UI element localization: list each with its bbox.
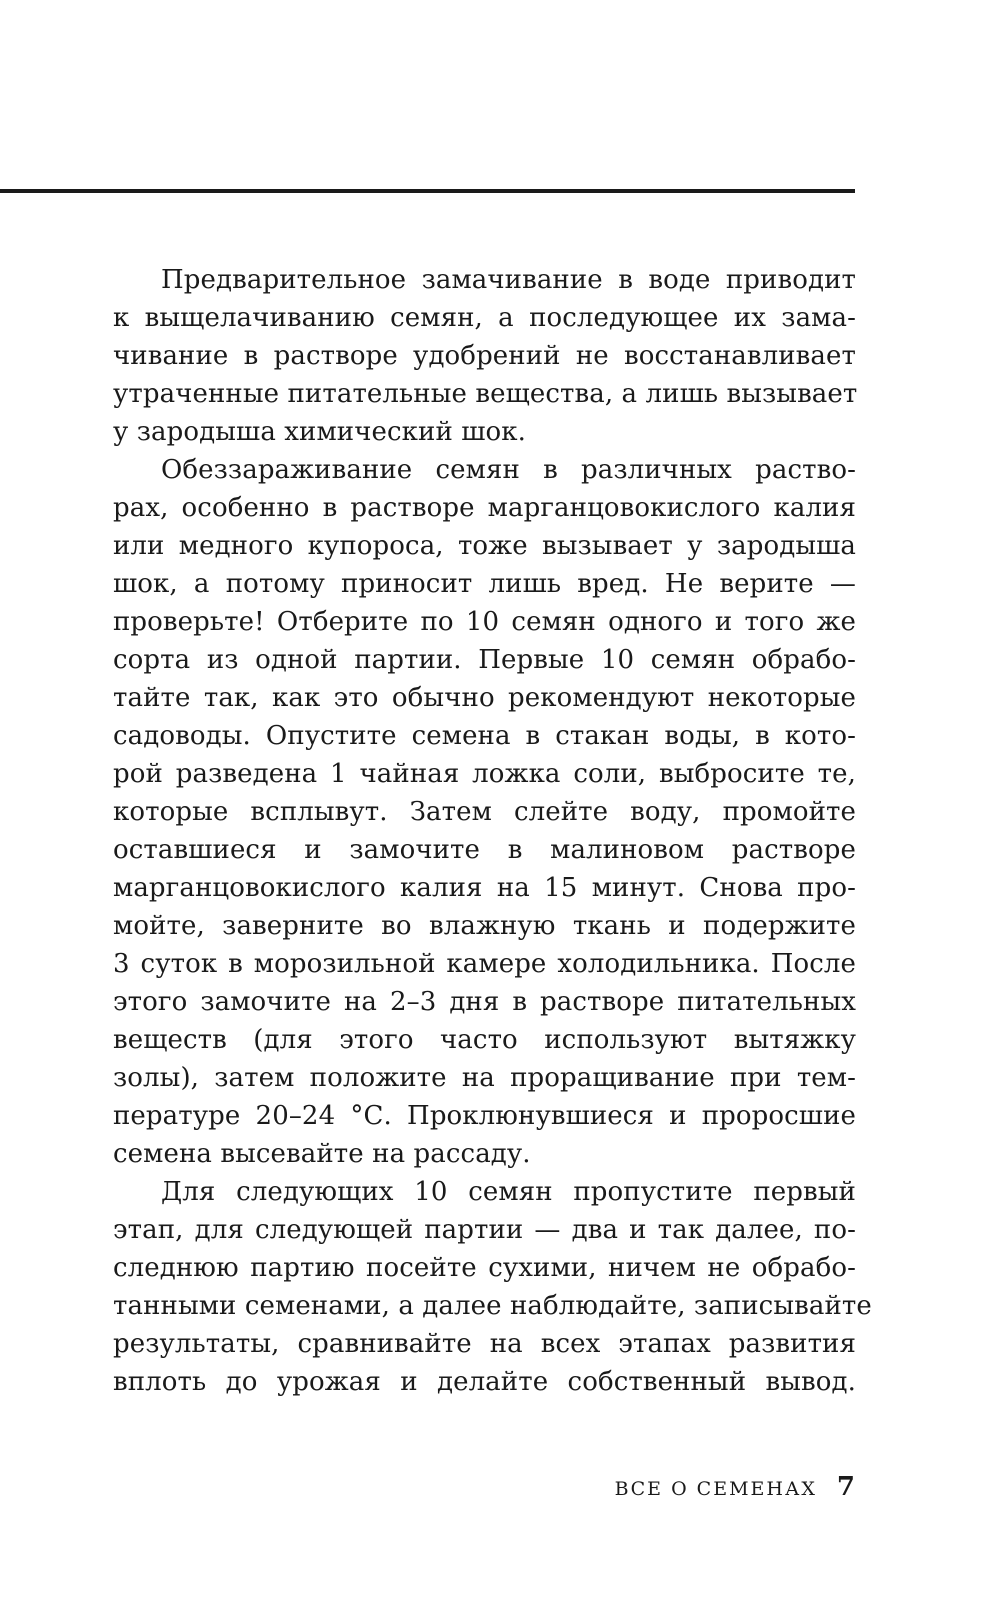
paragraph-2-line-18: пературе 20–24 °С. Проклюнувшиеся и проросшие	[113, 1101, 856, 1131]
paragraph-1-line-1: Предварительное замачивание в воде приводит	[161, 265, 856, 295]
paragraph-2-line-12: марганцовокислого калия на 15 минут. Снова про-	[113, 873, 856, 903]
page-footer	[615, 1472, 855, 1512]
paragraph-1-line-3: чивание в растворе удобрений не восстанавливает	[113, 341, 856, 371]
paragraph-1-line-5: у зародыша химический шок.	[113, 417, 526, 447]
paragraph-3-line-1: Для следующих 10 семян пропустите первый	[161, 1177, 856, 1207]
paragraph-2-line-7: тайте так, как это обычно рекомендуют некоторые	[113, 683, 856, 713]
paragraph-3-line-5: результаты, сравнивайте на всех этапах развития	[113, 1329, 856, 1359]
paragraph-2-line-15: этого замочите на 2–3 дня в растворе питательных	[113, 987, 856, 1017]
paragraph-3-line-2: этап, для следующей партии — два и так далее, по-	[113, 1215, 856, 1245]
paragraph-2-line-11: оставшиеся и замочите в малиновом растворе	[113, 835, 856, 865]
running-head: ВСЕ О СЕМЕНАХ	[614, 1478, 817, 1500]
paragraph-2-line-6: сорта из одной партии. Первые 10 семян обрабо-	[113, 645, 856, 675]
paragraph-2-line-17: золы), затем положите на проращивание при тем-	[113, 1063, 856, 1093]
paragraph-2-line-9: рой разведена 1 чайная ложка соли, выбросите те,	[113, 759, 856, 789]
paragraph-2-line-16: веществ (для этого часто используют вытяжку	[113, 1025, 856, 1055]
paragraph-1-line-2: к выщелачиванию семян, а последующее их зама-	[113, 303, 856, 333]
paragraph-2-line-8: садоводы. Опустите семена в стакан воды, в кото-	[113, 721, 856, 751]
page-number: 7	[836, 1472, 855, 1502]
paragraph-1-line-4: утраченные питательные вещества, а лишь вызывает	[113, 379, 858, 409]
paragraph-2-line-5: проверьте! Отберите по 10 семян одного и того же	[113, 607, 856, 637]
top-rule-divider	[0, 189, 855, 193]
paragraph-2-line-14: 3 суток в морозильной камере холодильника. После	[113, 949, 856, 979]
paragraph-2-line-2: рах, особенно в растворе марганцовокислого калия	[113, 493, 856, 523]
paragraph-2-line-19: семена высевайте на рассаду.	[113, 1139, 531, 1169]
paragraph-3-line-4: танными семенами, а далее наблюдайте, записывайте	[113, 1291, 872, 1321]
body-text	[113, 261, 872, 1401]
paragraph-2-line-13: мойте, заверните во влажную ткань и подержите	[113, 911, 856, 941]
paragraph-2-line-1: Обеззараживание семян в различных раство-	[161, 455, 856, 485]
paragraph-2-line-10: которые всплывут. Затем слейте воду, промойте	[113, 797, 856, 827]
paragraph-3-line-3: следнюю партию посейте сухими, ничем не обрабо-	[113, 1253, 856, 1283]
paragraph-2-line-4: шок, а потому приносит лишь вред. Не верите —	[113, 569, 856, 599]
paragraph-3-line-6: вплоть до урожая и делайте собственный вывод.	[113, 1367, 856, 1397]
paragraph-2-line-3: или медного купороса, тоже вызывает у зародыша	[113, 531, 856, 561]
